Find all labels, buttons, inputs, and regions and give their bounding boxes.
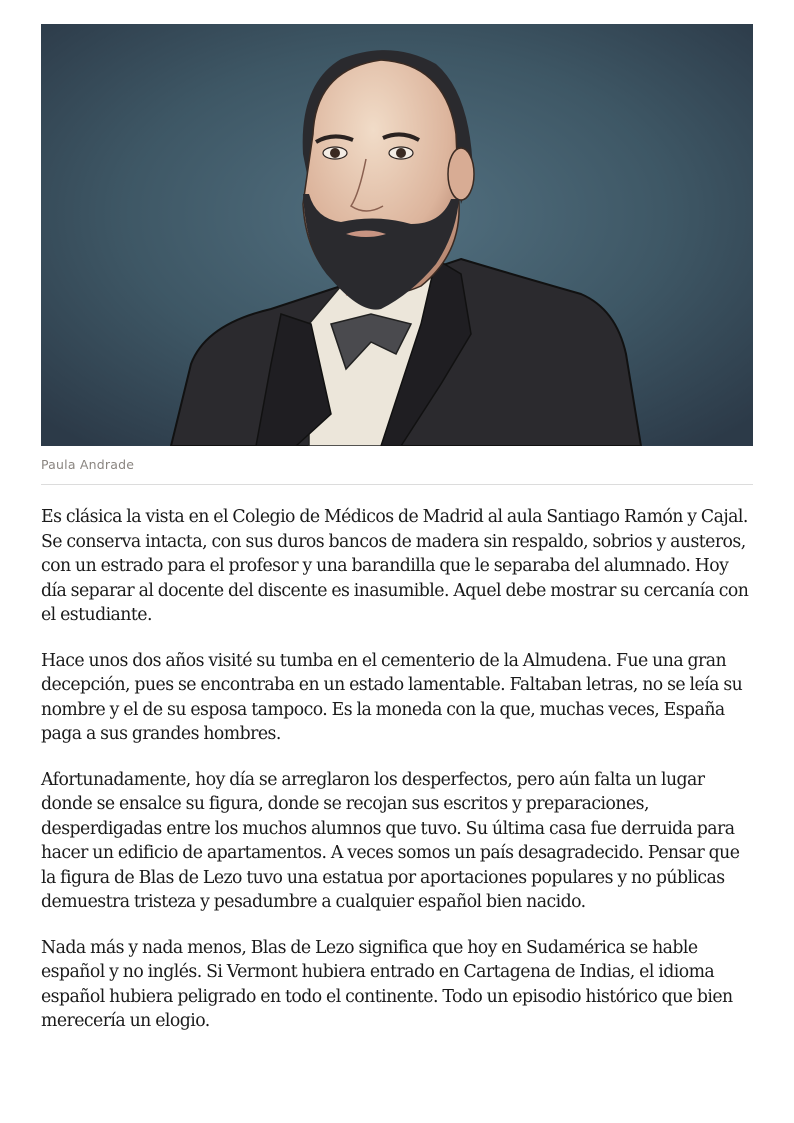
portrait-illustration — [41, 24, 753, 446]
caption-divider — [41, 484, 753, 485]
image-credit: Paula Andrade — [41, 457, 135, 472]
portrait-drawing — [41, 24, 753, 446]
paragraph: Nada más y nada menos, Blas de Lezo significa que hoy en Sudamérica se hable español y no inglés. Si Vermont hubiera entrado en Cartagena de Indias, el idioma español hubiera peligrado en todo el continente. Todo un episodio histórico que bien merecería un elogio. — [41, 937, 733, 1031]
paragraph: Afortunadamente, hoy día se arreglaron los desperfectos, pero aún falta un lugar donde se ensalce su figura, donde se recojan sus escritos y preparaciones, desperdigadas entre los muchos alumnos que tuvo. Su última casa fue derruida para hacer un edificio de apartamentos. A veces somos un país desagradecido. Pensar que la figura de Blas de Lezo tuvo una estatua por aportaciones populares y no públicas demuestra tristeza y pesadumbre a cualquier español bien nacido. — [41, 769, 740, 912]
article-body — [41, 505, 757, 1055]
paragraph: Es clásica la vista en el Colegio de Médicos de Madrid al aula Santiago Ramón y Cajal. Se conserva intacta, con sus duros bancos de madera sin respaldo, sobrios y austeros, con un estrado para el profesor y una barandilla que le separaba del alumnado. Hoy día separar al docente del discente es inasumible. Aquel debe mostrar su cercanía con el estudiante. — [41, 507, 749, 625]
paragraph: Hace unos dos años visité su tumba en el cementerio de la Almudena. Fue una gran decepción, pues se encontraba en un estado lamentable. Faltaban letras, no se leía su nombre y el de su esposa tampoco. Es la moneda con la que, muchas veces, España paga a sus grandes hombres. — [41, 650, 743, 744]
ear — [448, 148, 474, 200]
